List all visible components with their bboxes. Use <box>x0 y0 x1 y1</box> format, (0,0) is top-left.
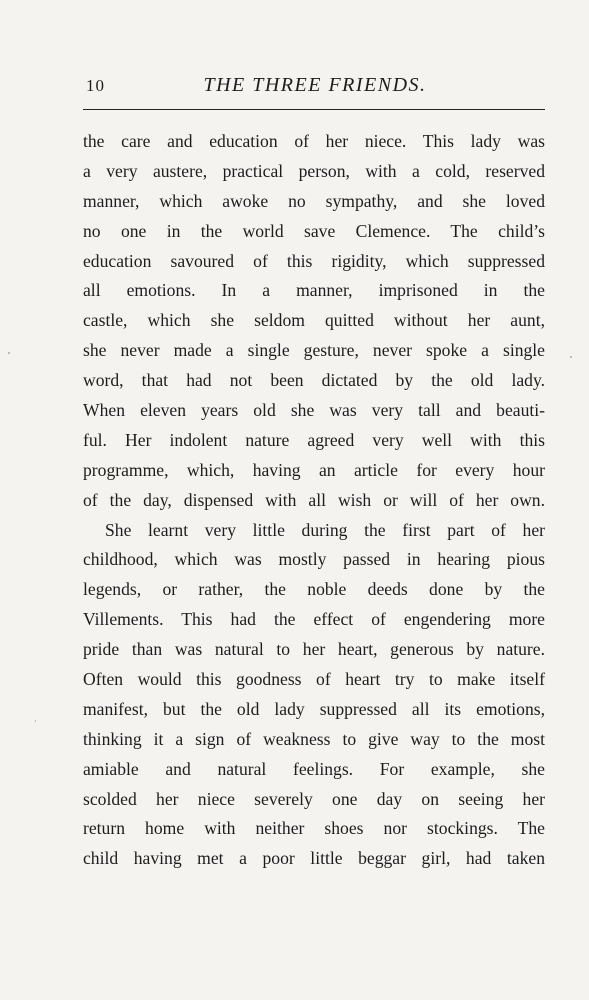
text-line: She learnt very little during the first part of her <box>105 519 545 540</box>
running-title: THE THREE FRIENDS. <box>203 74 427 96</box>
text-line: she never made a single gesture, never spoke a single <box>83 340 545 361</box>
text-line: castle, which she seldom quitted without her aunt, <box>83 310 545 331</box>
text-line: amiable and natural feelings. For example, she <box>83 758 545 779</box>
text-line: scolded her niece severely one day on seeing her <box>83 788 545 809</box>
paper-speck <box>35 720 36 722</box>
text-line: no one in the world save Clemence. The child’s <box>83 220 545 241</box>
paragraph-2 <box>83 516 545 875</box>
text-line: pride than was natural to her heart, generous by nature. <box>83 639 545 660</box>
text-line: thinking it a sign of weakness to give way to the most <box>83 728 545 749</box>
text-line: the care and education of her niece. This lady was <box>83 131 545 151</box>
text-line: When eleven years old she was very tall and beauti- <box>83 400 545 421</box>
text-line: Villements. This had the effect of engendering more <box>83 609 545 630</box>
text-line: child having met a poor little beggar girl, had taken <box>83 848 545 869</box>
text-line: childhood, which was mostly passed in hearing pious <box>83 549 545 570</box>
text-line: word, that had not been dictated by the old lady. <box>83 370 545 391</box>
header-rule <box>83 109 545 110</box>
page-number: 10 <box>86 76 105 95</box>
text-line: all emotions. In a manner, imprisoned in the <box>83 280 545 301</box>
text-line: ful. Her indolent nature agreed very well with this <box>83 429 545 450</box>
text-line: education savoured of this rigidity, which suppressed <box>83 250 545 271</box>
text-line: return home with neither shoes nor stockings. The <box>83 818 545 839</box>
text-line: Often would this goodness of heart try to make itself <box>83 669 545 690</box>
text-line: a very austere, practical person, with a cold, reserved <box>83 160 545 181</box>
paper-speck <box>570 356 572 358</box>
paper-speck <box>8 352 10 354</box>
text-line: manner, which awoke no sympathy, and she loved <box>83 190 545 211</box>
paragraph-1 <box>83 127 545 516</box>
text-line: programme, which, having an article for every hour <box>83 459 545 480</box>
text-line: of the day, dispensed with all wish or will of her own. <box>83 489 545 510</box>
text-line: manifest, but the old lady suppressed all its emotions, <box>83 698 545 719</box>
text-line: legends, or rather, the noble deeds done by the <box>83 579 545 600</box>
body-text <box>83 127 545 874</box>
